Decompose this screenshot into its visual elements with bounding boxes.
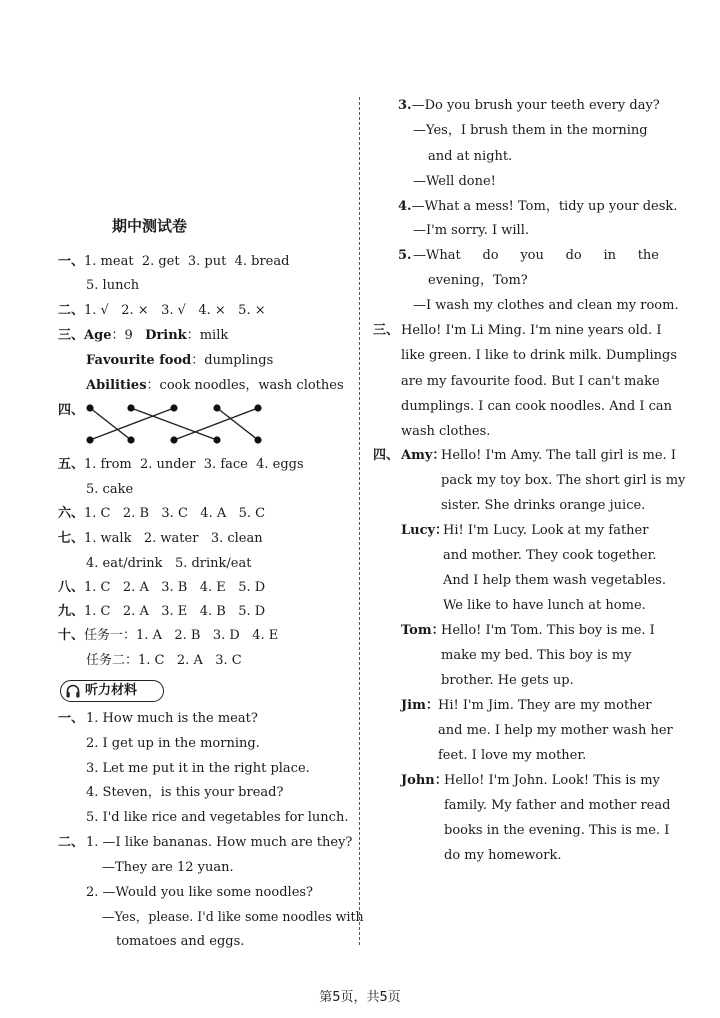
task-label: 任务二： (86, 653, 139, 668)
answer-item: 4. eat/drink (86, 556, 163, 571)
answer-item: 5. D (238, 580, 266, 595)
question-number: 1. (86, 835, 99, 850)
answer-item: 5. cake (86, 482, 134, 497)
dialogue-line: tomatoes and eggs. (116, 934, 245, 949)
speaker-line: do my homework. (444, 848, 562, 863)
speaker-line: and mother. They cook together. (443, 548, 657, 563)
section-10 (58, 627, 278, 645)
answer-item: 5. × (238, 303, 266, 318)
section-6 (58, 505, 265, 523)
dialogue-text: —What a mess! Tom，tidy up your desk. (411, 199, 678, 214)
food-value: dumplings (204, 353, 274, 368)
dialogue-line: —Yes，I brush them in the morning (413, 123, 648, 138)
matching-diagram (80, 398, 280, 450)
answer-item: 4. E (199, 580, 226, 595)
speaker-line: Hi! I'm Lucy. Look at my father (443, 523, 649, 538)
task-label: 任务一： (84, 628, 137, 643)
match-dot-top-3 (170, 404, 177, 411)
headphones-icon (65, 683, 81, 699)
word: do (565, 248, 582, 263)
word: in (603, 248, 616, 263)
answer-item: 3. E (161, 604, 188, 619)
dialogue-line (398, 97, 660, 115)
dialogue-text: —I like bananas. How much are they? (102, 835, 353, 850)
abilities-label: Abilities (86, 378, 147, 393)
question-number: 5. (398, 248, 412, 263)
answer-item: 4. × (198, 303, 226, 318)
match-dot-bottom-3 (170, 436, 177, 443)
answer-item: 4. eggs (256, 457, 304, 472)
speaker-line: And I help them wash vegetables. (443, 573, 666, 588)
match-dot-top-4 (213, 404, 220, 411)
dialogue-line: —I'm sorry. I will. (413, 223, 529, 238)
speaker-line: sister. She drinks orange juice. (441, 498, 646, 513)
section-number: 十、 (58, 628, 85, 643)
answer-item: 3. √ (161, 303, 186, 318)
match-line-2 (131, 408, 217, 440)
speaker-name: John： (401, 773, 448, 788)
drink-value: milk (199, 328, 229, 343)
answer-item: 3. B (161, 580, 188, 595)
dialogue-line (398, 247, 412, 265)
listening-line: 1. How much is the meat? (86, 711, 258, 726)
listening-badge (60, 680, 164, 702)
word: —What (413, 248, 461, 263)
question-number: 3. (398, 98, 412, 113)
dialogue-text: —Do you brush your teeth every day? (411, 98, 660, 113)
section-number: 四、 (58, 403, 85, 418)
passage-line: like green. I like to drink milk. Dumplings (401, 348, 678, 363)
answer-item: 1. A (136, 628, 162, 643)
answer-item: 4. bread (234, 254, 290, 269)
listening-line: 4. Steven，is this your bread? (86, 785, 284, 800)
passage-line: wash clothes. (401, 424, 491, 439)
section-number: 五、 (58, 457, 85, 472)
speaker-name: Amy： (401, 448, 446, 463)
match-line-4 (217, 408, 258, 440)
dialogue-line (86, 834, 352, 852)
speaker-line: make my bed. This boy is my (441, 648, 632, 663)
answer-item: 5. D (238, 604, 266, 619)
section-7 (58, 530, 263, 548)
badge-label: 听力材料 (85, 683, 138, 698)
question-number: 4. (398, 199, 412, 214)
speaker-name: Lucy： (401, 523, 449, 538)
passage-line: Hello! I'm Li Ming. I'm nine years old. I (401, 323, 662, 338)
abilities-line: Abilities：cook noodles，wash clothes (86, 378, 344, 393)
speaker-line: pack my toy box. The short girl is my (441, 473, 686, 488)
answer-item: 2. A (176, 653, 203, 668)
speaker-line: and me. I help my mother wash her (438, 723, 673, 738)
speaker-line: Hello! I'm Tom. This boy is me. I (441, 623, 655, 638)
match-dot-bottom-2 (127, 436, 134, 443)
speaker-line: We like to have lunch at home. (443, 598, 646, 613)
speaker-line: Hello! I'm John. Look! This is my (444, 773, 660, 788)
answer-item: 1. C (138, 653, 165, 668)
section-1 (58, 253, 289, 271)
dialogue-line: —I wash my clothes and clean my room. (413, 298, 679, 313)
match-line-1 (90, 408, 131, 440)
dialogue-line: —They are 12 yuan. (102, 860, 234, 875)
answer-item: 2. B (174, 628, 201, 643)
section-number: 二、 (58, 303, 85, 318)
answer-item: 2. A (122, 580, 149, 595)
section-number: 七、 (58, 531, 85, 546)
passage-line: dumplings. I can cook noodles. And I can (401, 399, 673, 414)
section-8 (58, 579, 265, 597)
section-number: 三、 (373, 323, 400, 338)
answer-item: 3. put (187, 254, 227, 269)
speaker-line: brother. He gets up. (441, 673, 574, 688)
abilities-value: cook noodles，wash clothes (159, 378, 344, 393)
dialogue-line: evening，Tom? (428, 273, 528, 288)
section-number: 四、 (373, 448, 400, 463)
listening-line: 5. I'd like rice and vegetables for lunch. (86, 810, 349, 825)
match-dot-top-1 (86, 404, 93, 411)
age-label: Age (84, 328, 112, 343)
speaker-line: Hi! I'm Jim. They are my mother (438, 698, 652, 713)
answer-item: 2. under (140, 457, 196, 472)
match-line-5 (174, 408, 258, 440)
favourite-food-line: Favourite food：dumplings (86, 353, 274, 368)
answer-item: 5. C (238, 506, 266, 521)
dialogue-text: —Would you like some noodles? (102, 885, 314, 900)
dialogue-line (86, 884, 313, 902)
answer-item: 3. C (161, 506, 188, 521)
section-number: 九、 (58, 604, 85, 619)
answer-item: 3. face (203, 457, 248, 472)
food-label: Favourite food (86, 353, 192, 368)
column-divider (359, 97, 360, 945)
word: the (637, 248, 659, 263)
section-number: 一、 (58, 711, 85, 726)
section-7-line-2 (86, 555, 251, 573)
speaker-line: books in the evening. This is me. I (444, 823, 670, 838)
drink-label: Drink (145, 328, 187, 343)
match-dot-bottom-4 (213, 436, 220, 443)
answer-item: 4. A (200, 506, 227, 521)
speaker-line: feet. I love my mother. (438, 748, 587, 763)
answer-item: 5. lunch (86, 278, 140, 293)
section-number: 六、 (58, 506, 85, 521)
match-dot-top-5 (254, 404, 261, 411)
page-footer: 第5页，共5页 (319, 990, 401, 1005)
passage-line: are my favourite food. But I can't make (401, 374, 660, 389)
section-5 (58, 456, 304, 474)
answer-item: 2. B (122, 506, 149, 521)
match-dot-bottom-1 (86, 436, 93, 443)
word: do (482, 248, 499, 263)
speaker-name: Jim： (401, 698, 439, 713)
match-dot-top-2 (127, 404, 134, 411)
answer-item: 1. C (84, 506, 111, 521)
listening-line: 3. Let me put it in the right place. (86, 761, 310, 776)
word: you (520, 248, 544, 263)
answer-item: 1. meat (84, 254, 134, 269)
speaker-line: family. My father and mother read (444, 798, 671, 813)
section-number: 一、 (58, 254, 85, 269)
speaker-line: Hello! I'm Amy. The tall girl is me. I (441, 448, 676, 463)
answer-item: 3. C (215, 653, 242, 668)
page-title: 期中测试卷 (112, 217, 188, 235)
answer-item: 2. A (122, 604, 149, 619)
dialogue-line: and at night. (428, 149, 513, 164)
match-line-3 (90, 408, 174, 440)
listening-line: 2. I get up in the morning. (86, 736, 260, 751)
answer-item: 1. walk (84, 531, 132, 546)
section-3: 三、Age：9 Drink：milk (58, 328, 229, 343)
answer-item: 3. D (212, 628, 240, 643)
section-10-task-2 (86, 652, 242, 670)
section-2 (58, 302, 266, 320)
question-number: 2. (86, 885, 99, 900)
answer-item: 5. drink/eat (174, 556, 252, 571)
answer-item: 3. clean (210, 531, 263, 546)
dialogue-line-justified (413, 247, 659, 265)
section-number: 二、 (58, 835, 85, 850)
section-number: 三、 (58, 328, 85, 343)
dialogue-line: —Yes，please. I'd like some noodles with (102, 909, 364, 924)
answer-item: 1. C (84, 604, 111, 619)
answer-item: 4. B (199, 604, 226, 619)
answer-item: 1. C (84, 580, 111, 595)
dialogue-line: —Well done! (413, 174, 496, 189)
answer-item: 2. × (121, 303, 149, 318)
answer-item: 1. from (84, 457, 132, 472)
dialogue-line (398, 198, 677, 216)
answer-item: 1. √ (84, 303, 109, 318)
answer-item: 2. get (141, 254, 180, 269)
answer-item: 2. water (143, 531, 199, 546)
age-value: 9 (124, 328, 133, 343)
speaker-name: Tom： (401, 623, 445, 638)
section-number: 八、 (58, 580, 85, 595)
answer-item: 4. E (252, 628, 279, 643)
match-dot-bottom-5 (254, 436, 261, 443)
section-9 (58, 603, 265, 621)
